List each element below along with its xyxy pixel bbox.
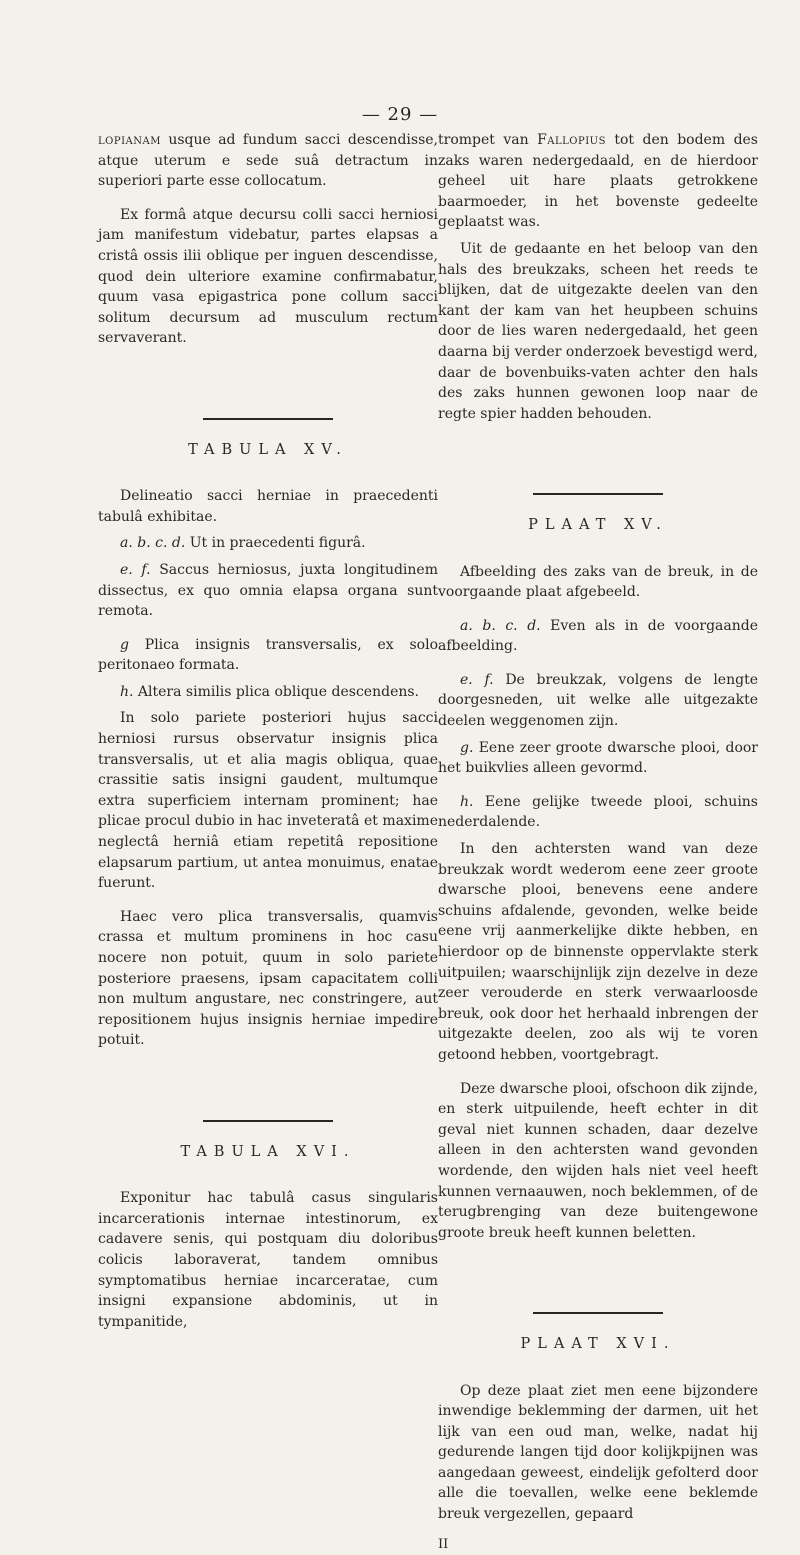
legend-text: Plica insignis transversalis, ex solo peritonaeo formata. <box>98 636 438 674</box>
paragraph: In solo pariete posteriori hujus sacci herniosi rursus observatur insignis plica transversalis, ut et alia magis obliqua, quae crassitie satis insigni gaudent, multumque extra superficiem internam prominent; hae plicae procul dubio in hac inveteratâ et maxime neglectâ herniâ etiam repetitâ repositione elapsarum partium, ut antea monuimus, enatae fuerunt. <box>98 710 438 892</box>
paragraph <box>438 130 758 233</box>
legend-text: Even als in de voorgaande afbeelding. <box>438 617 758 655</box>
paragraph: Uit de gedaante en het beloop van den hals des breukzaks, scheen het reeds te blijken, dat de uitgezakte deelen van den kant der kam van het heupbeen schuins door de lies waren nedergedaald, het geen daarna bij verder onderzoek bevestigd werd, daar de bovenbuiks-vaten achter den hals des zaks hunnen gewonen loop naar de regte spier hadden behouden. <box>438 240 758 422</box>
paragraph <box>98 130 438 192</box>
page-number: — 29 — <box>361 104 439 125</box>
legend-text: Eene zeer groote dwarsche plooi, door het buikvlies alleen gevormd. <box>438 739 758 777</box>
paragraph: Ex formâ atque decursu colli sacci herniosi jam manifestum videbatur, partes elapsas a cristâ ossis ilii oblique per inguen descendisse, quod dein ulteriore examine confirmabatur, quum vasa epigastrica pone collum sacci solitum decursum ad musculum rectum servaverant. <box>98 206 438 347</box>
dutch-column <box>438 130 758 1555</box>
legend-text: Eene gelijke tweede plooi, schuins nederdalende. <box>438 793 758 831</box>
small-caps-name: lopianam <box>98 132 161 148</box>
section-heading-tabula-xvi: TABULA XVI. <box>180 1143 356 1160</box>
paragraph-text: tot den bodem des zaks waren nedergedaald, en de hierdoor geheel uit hare plaats getrokkene baarmoeder, in het bovenste gedeelte geplaatst was. <box>438 132 758 231</box>
legend-item <box>98 533 438 554</box>
legend-text: De breukzak, volgens de lengte doorgesneden, uit welke alle uitgezakte deelen weggenomen zijn. <box>438 671 758 730</box>
legend-item <box>438 670 758 732</box>
legend-text: Altera similis plica oblique descendens. <box>133 683 419 700</box>
legend-label: h. <box>120 683 134 700</box>
figure-intro: Delineatio sacci herniae in praecedenti tabulâ exhibitae. <box>98 488 438 525</box>
paragraph-text: trompet van <box>438 132 538 148</box>
section-rule <box>98 1111 438 1132</box>
small-caps-name: Fallopius <box>537 132 606 148</box>
legend-label: e. f. <box>460 671 494 688</box>
paragraph: In den achtersten wand van deze breukzak wordt wederom eene zeer groote dwarsche plooi, benevens eene andere schuins afdalende, gevonden, welke beide eene vrij aanmerkelijke dikte hebben, en hierdoor op de binnenste oppervlakte sterk uitpuilen; waarschijnlijk zijn dezelve in deze zeer verouderde en sterk verwaarloosde breuk, ook door het herhaald inbrengen der uitgezakte deelen, zoo als wij te voren getoond hebben, voortgebragt. <box>438 841 758 1063</box>
signature-mark: II <box>438 1536 449 1552</box>
legend-label: g. <box>460 739 474 756</box>
legend-item <box>438 792 758 833</box>
section-rule <box>438 1303 758 1324</box>
latin-column <box>98 130 438 1332</box>
section-heading-plaat-xvi: PLAAT XVI. <box>520 1335 676 1352</box>
paragraph: Op deze plaat ziet men eene bijzondere inwendige beklemming der darmen, uit het lijk van een oud man, welke, nadat hij gedurende langen tijd door kolijkpijnen was aangedaan geweest, eindelijk gefolterd door alle die toevallen, welke eene beklemde breuk vergezellen, gepaard <box>438 1382 758 1523</box>
paragraph-text: usque ad fundum sacci descendisse, atque uterum e sede suâ detractum in superiori parte esse collocatum. <box>98 132 438 190</box>
legend-item <box>98 635 438 676</box>
section-heading-plaat-xv: PLAAT XV. <box>528 516 668 533</box>
figure-intro: Afbeelding des zaks van de breuk, in de voorgaande plaat afgebeeld. <box>438 563 758 601</box>
legend-label: a. b. c. d. <box>460 617 541 634</box>
legend-item <box>438 738 758 779</box>
section-rule <box>98 409 438 430</box>
section-rule <box>438 484 758 505</box>
paragraph: Deze dwarsche plooi, ofschoon dik zijnde, en sterk uitpuilende, heeft echter in dit geval niet kunnen schaden, daar dezelve alleen in den achtersten wand gevonden wordende, den wijden hals niet veel heeft kunnen vernaauwen, noch beklemmen, of de terugbrenging van deze buitengewone groote breuk heeft kunnen beletten. <box>438 1080 758 1241</box>
legend-text: Saccus herniosus, juxta longitudinem dissectus, ex quo omnia elapsa organa sunt remota. <box>98 561 438 620</box>
legend-item <box>98 682 438 703</box>
legend-item <box>438 616 758 657</box>
legend-label: g <box>120 636 129 653</box>
legend-label: e. f. <box>120 561 151 578</box>
paragraph: Haec vero plica transversalis, quamvis crassa et multum prominens in hoc casu nocere non potuit, quum in solo pariete posteriore praesens, ipsam capacitatem colli non multum angustare, nec constringere, aut repositionem hujus insignis herniae impedire potuit. <box>98 908 438 1049</box>
legend-text: Ut in praecedenti figurâ. <box>185 535 366 552</box>
legend-label: h. <box>460 793 474 810</box>
paragraph: Exponitur hac tabulâ casus singularis incarcerationis internae intestinorum, ex cadavere senis, qui postquam diu doloribus colicis laboraverat, tandem omnibus symptomatibus herniae incarceratae, cum insigni expansione abdominis, ut in tympanitide, <box>98 1190 438 1330</box>
section-heading-tabula-xv: TABULA XV. <box>188 441 348 458</box>
legend-item <box>98 560 438 622</box>
legend-label: a. b. c. d. <box>120 535 186 552</box>
